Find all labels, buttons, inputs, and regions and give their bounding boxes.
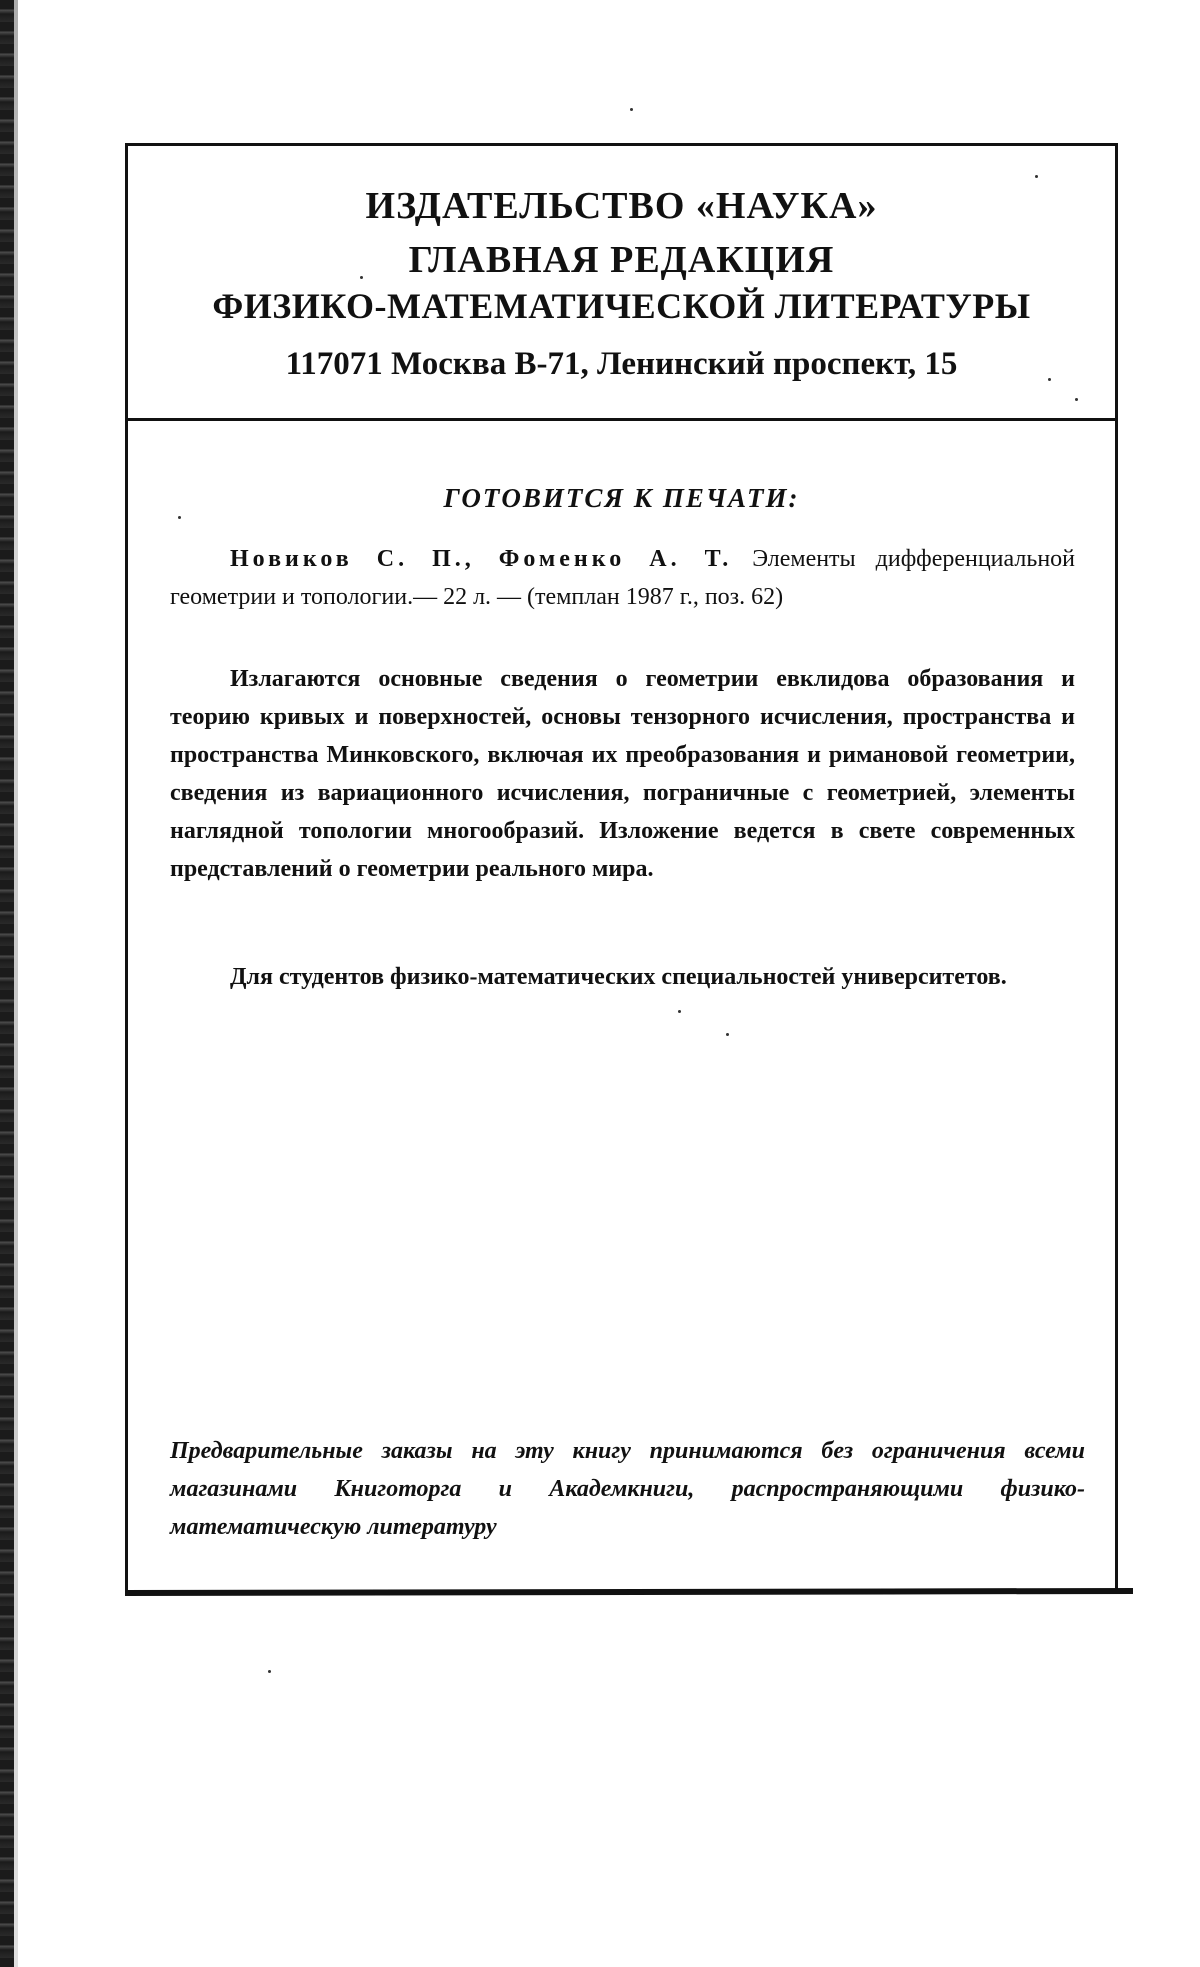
book-title-info: Элементы дифференциальной геометрии и топологии.— 22 л. — (темплан 1987 г., поз. 62)	[170, 546, 1076, 610]
scan-speck	[678, 1010, 681, 1013]
header-divider	[125, 418, 1118, 421]
scan-speck	[1075, 398, 1078, 401]
book-description: Излагаются основные сведения о геометрии евклидова образования и теорию кривых и поверхностей, основы тензорного исчисления, пространства и пространства Минковского, включая их преобразования и римановой геометрии, сведения из вариационного исчисления, пограничные с геометрией, элементы наглядной топологии многообразий. Изложение ведется в свете современных представлений о геометрии реального мира.	[170, 666, 1075, 882]
scan-speck	[360, 276, 363, 279]
book-entry	[170, 540, 1075, 616]
scan-edge-highlight	[14, 0, 18, 1967]
book-audience: Для студентов физико-математических специальностей университетов.	[230, 964, 1007, 990]
preorder-note: Предварительные заказы на эту книгу принимаются без ограничения всеми магазинами Книготорга и Академкниги, распространяющими физико-математическую литературу	[170, 1438, 1085, 1540]
scan-speck	[268, 1670, 271, 1673]
publisher-address: 117071 Москва В-71, Ленинский проспект, 15	[285, 346, 958, 382]
preparing-heading: ГОТОВИТСЯ К ПЕЧАТИ:	[443, 483, 800, 513]
scan-speck	[1035, 175, 1038, 178]
scan-speck	[630, 108, 633, 111]
publisher-division: ФИЗИКО-МАТЕМАТИЧЕСКОЙ ЛИТЕРАТУРЫ	[212, 286, 1031, 326]
scan-speck	[1048, 378, 1051, 381]
scan-speck	[178, 516, 181, 519]
scan-edge-shadow	[0, 0, 14, 1967]
publisher-name: ИЗДАТЕЛЬСТВО «НАУКА»	[365, 185, 878, 227]
publisher-department: ГЛАВНАЯ РЕДАКЦИЯ	[408, 239, 835, 281]
scan-speck	[726, 1033, 729, 1036]
book-authors: Новиков С. П., Фоменко А. Т.	[230, 546, 733, 572]
frame-bottom-rule	[125, 1588, 1133, 1596]
